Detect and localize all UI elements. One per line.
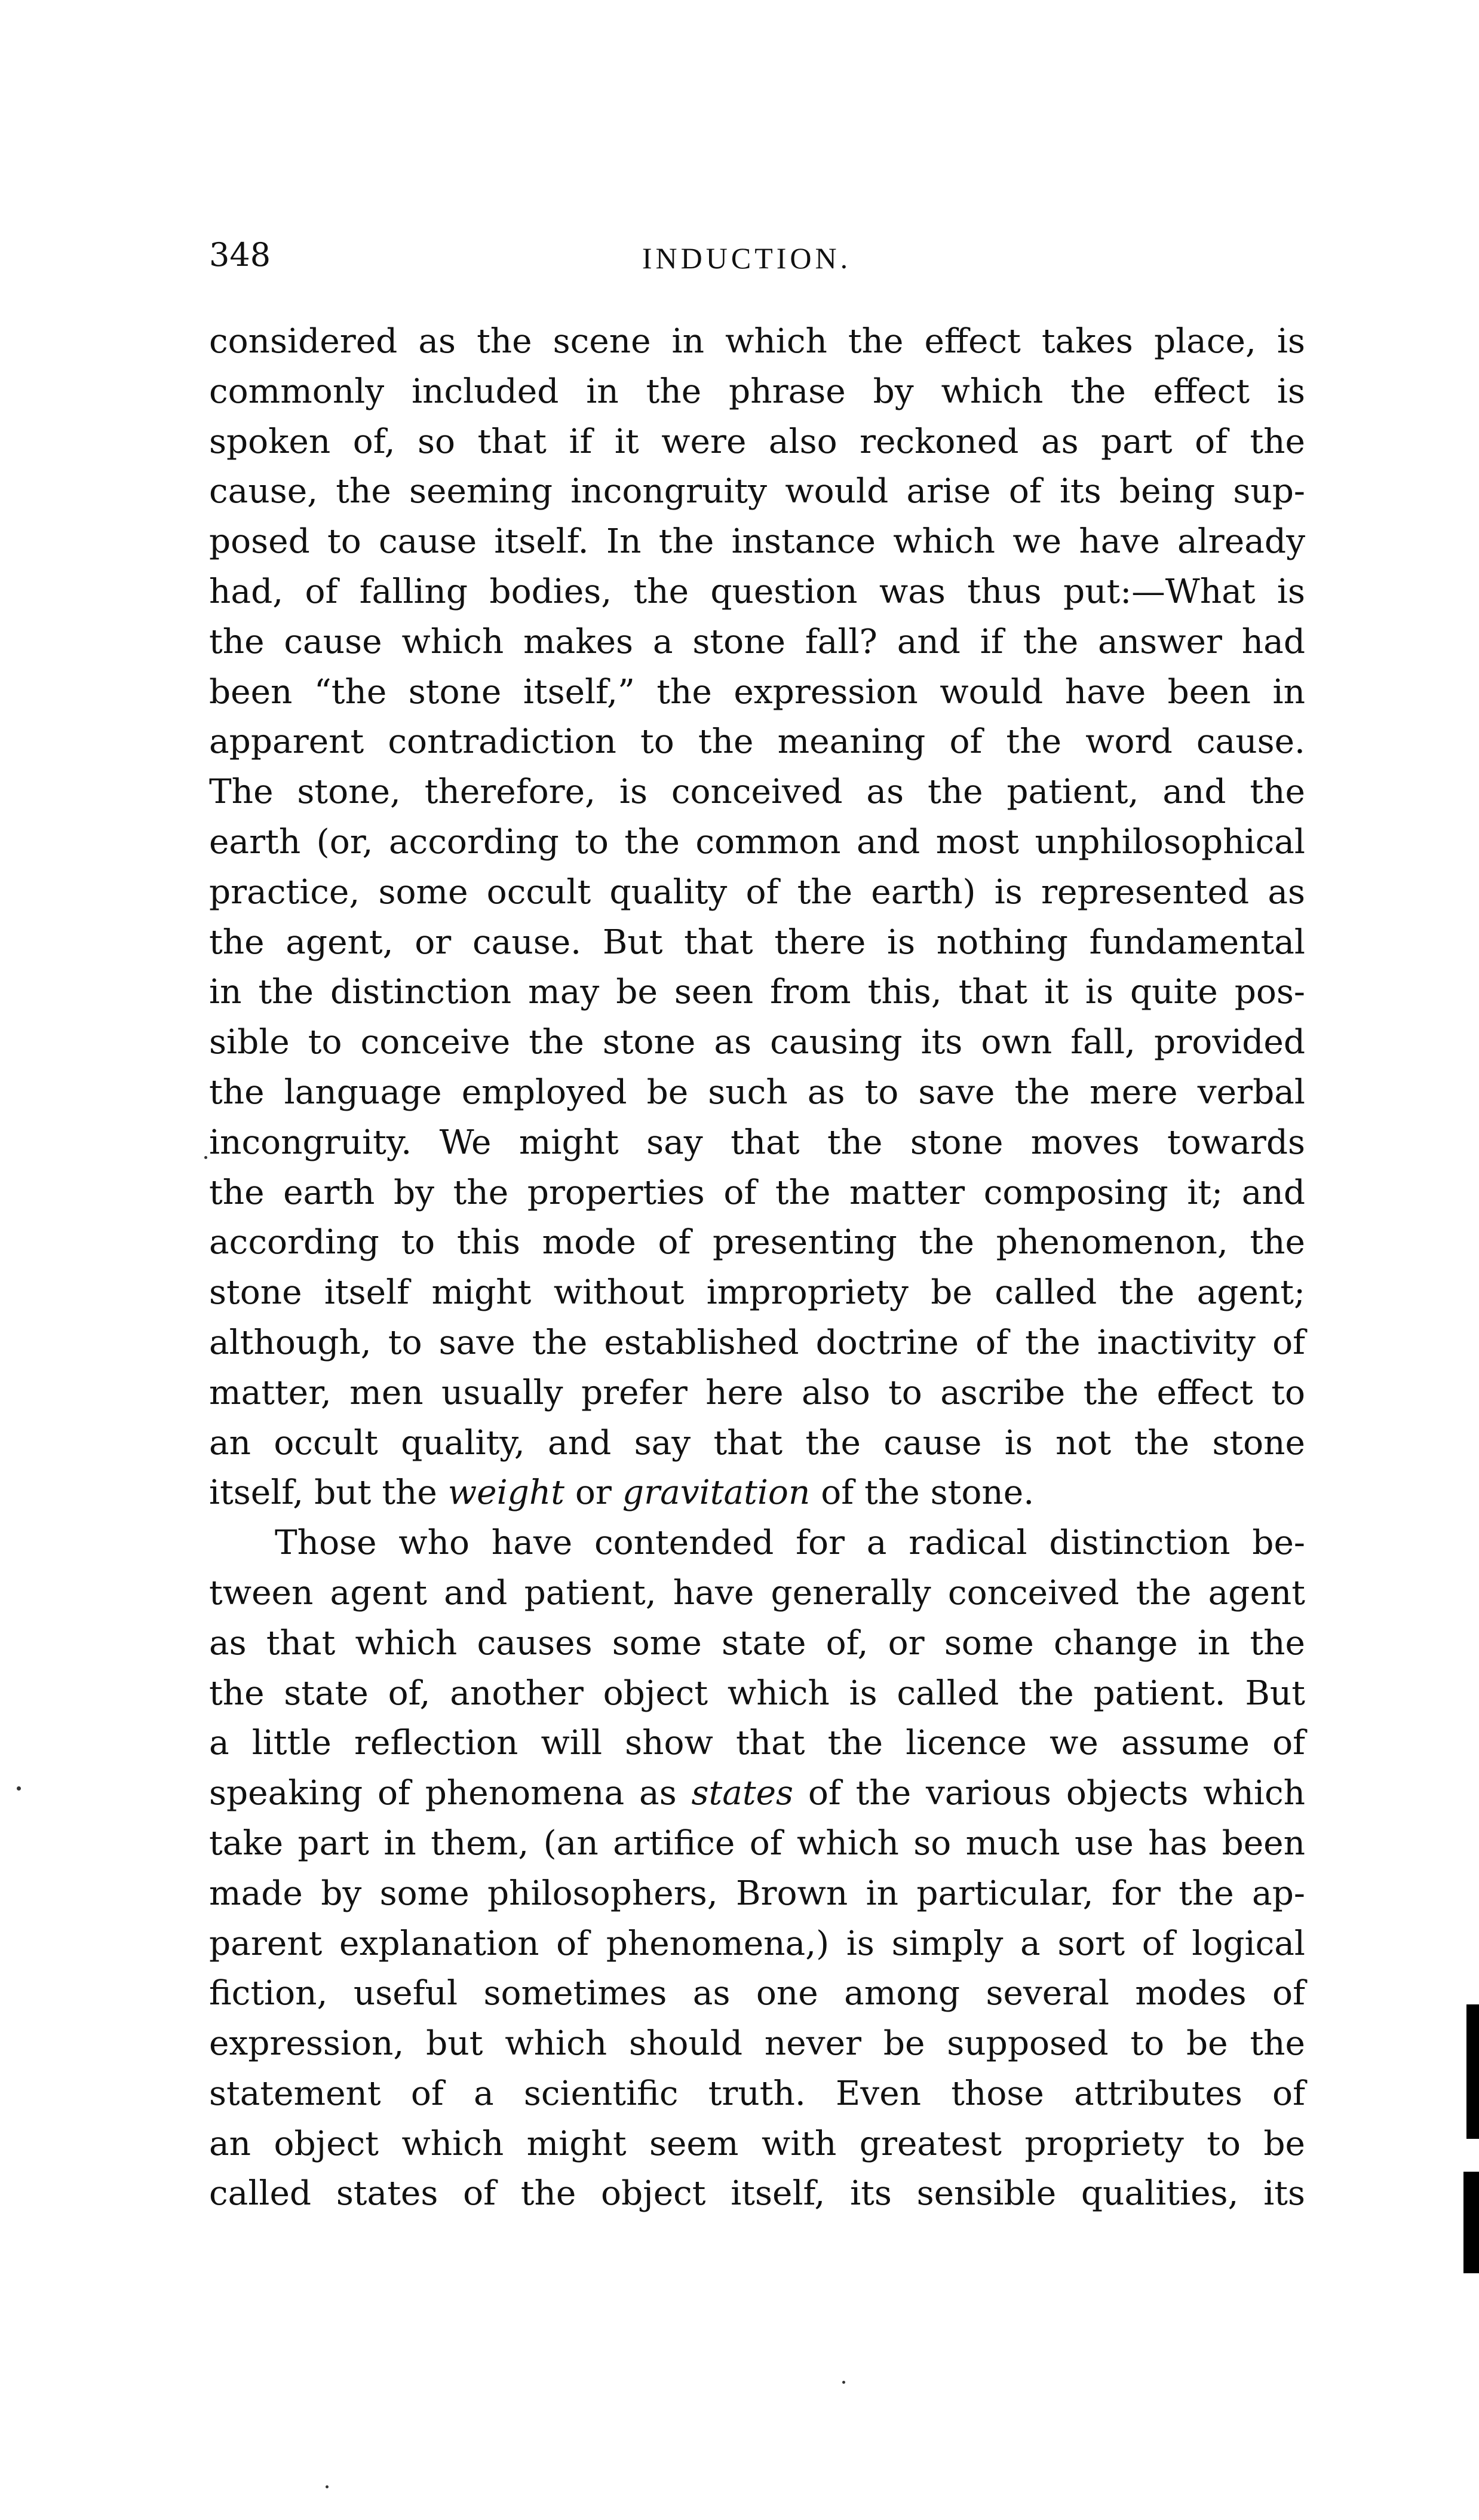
text-line: Those who have contended for a radical distinction be-	[275, 1523, 1305, 1563]
body-text	[209, 317, 1305, 2219]
text-run: or	[564, 1473, 622, 1513]
text-line: statement of a scientific truth. Even those attributes of	[209, 2074, 1305, 2113]
text-line: The stone, therefore, is conceived as the patient, and the	[209, 772, 1305, 812]
italic-term-gravitation: gravitation	[622, 1473, 811, 1513]
text-line: called states of the object itself, its sensible qualities, its	[209, 2174, 1305, 2214]
text-line: practice, some occult quality of the earth) is represented as	[209, 872, 1305, 912]
text-line: posed to cause itself. In the instance which we have already	[209, 522, 1305, 562]
text-run: itself, but the	[209, 1473, 448, 1513]
scan-speck	[17, 1786, 21, 1791]
text-line: the agent, or cause. But that there is nothing fundamental	[209, 922, 1305, 962]
text-line: been “the stone itself,” the expression would have been in	[209, 672, 1305, 712]
text-line: the cause which makes a stone fall? and if the answer had	[209, 622, 1305, 661]
text-line: a little reflection will show that the licence we assume of	[209, 1724, 1305, 1763]
text-run: speaking of phenomena as	[209, 1774, 692, 1813]
scan-edge-mark	[1463, 2172, 1479, 2273]
text-line: in the distinction may be seen from this, that it is quite pos-	[209, 973, 1305, 1012]
text-line: the language employed be such as to save the mere verbal	[209, 1072, 1305, 1112]
text-line: considered as the scene in which the effect takes place, is	[209, 322, 1305, 361]
italic-term-weight: weight	[447, 1473, 564, 1513]
text-line	[209, 1468, 1305, 1518]
text-line: spoken of, so that if it were also reckoned as part of the	[209, 422, 1305, 461]
scan-speck	[842, 2381, 845, 2384]
text-line: the earth by the properties of the matter composing it; and	[209, 1173, 1305, 1212]
text-line: the state of, another object which is called the patient. But	[209, 1673, 1305, 1713]
text-line: fiction, useful sometimes as one among several modes of	[209, 1974, 1305, 2013]
text-line: had, of falling bodies, the question was thus put:—What is	[209, 572, 1305, 611]
text-line: stone itself might without impropriety be called the agent;	[209, 1273, 1305, 1313]
text-line: tween agent and patient, have generally conceived the agent	[209, 1573, 1305, 1612]
text-line: take part in them, (an artifice of which so much use has been	[209, 1823, 1305, 1863]
page-number: 348	[209, 236, 271, 274]
scan-edge-mark	[1466, 2004, 1479, 2139]
text-line: as that which causes some state of, or some change in the	[209, 1623, 1305, 1663]
text-line	[209, 1768, 1305, 1819]
scan-speck	[204, 1156, 207, 1159]
text-run: of the stone.	[810, 1473, 1035, 1513]
text-line: although, to save the established doctrine of the inactivity of	[209, 1323, 1305, 1362]
text-line: parent explanation of phenomena,) is simply a sort of logical	[209, 1924, 1305, 1963]
text-line: according to this mode of presenting the phenomenon, the	[209, 1223, 1305, 1262]
text-line: an object which might seem with greatest propriety to be	[209, 2124, 1305, 2163]
text-line: matter, men usually prefer here also to ascribe the effect to	[209, 1373, 1305, 1412]
page-header	[209, 236, 1284, 284]
text-run: of the various objects which	[793, 1774, 1306, 1813]
scan-speck	[326, 2485, 329, 2488]
running-head: INDUCTION.	[642, 241, 852, 275]
text-line: an occult quality, and say that the cause is not the stone	[209, 1423, 1305, 1463]
text-line: cause, the seeming incongruity would arise of its being sup-	[209, 472, 1305, 511]
text-line: earth (or, according to the common and most unphilosophical	[209, 822, 1305, 862]
text-line: expression, but which should never be supposed to be the	[209, 2024, 1305, 2064]
text-line: apparent contradiction to the meaning of the word cause.	[209, 722, 1305, 762]
text-line: made by some philosophers, Brown in particular, for the ap-	[209, 1874, 1305, 1913]
text-line: commonly included in the phrase by which the effect is	[209, 372, 1305, 411]
paragraph-1	[209, 317, 1305, 1518]
text-line: sible to conceive the stone as causing its own fall, provided	[209, 1023, 1305, 1062]
text-line: incongruity. We might say that the stone moves towards	[209, 1123, 1305, 1162]
paragraph-2	[209, 1518, 1305, 2219]
italic-term-states: states	[691, 1774, 794, 1813]
